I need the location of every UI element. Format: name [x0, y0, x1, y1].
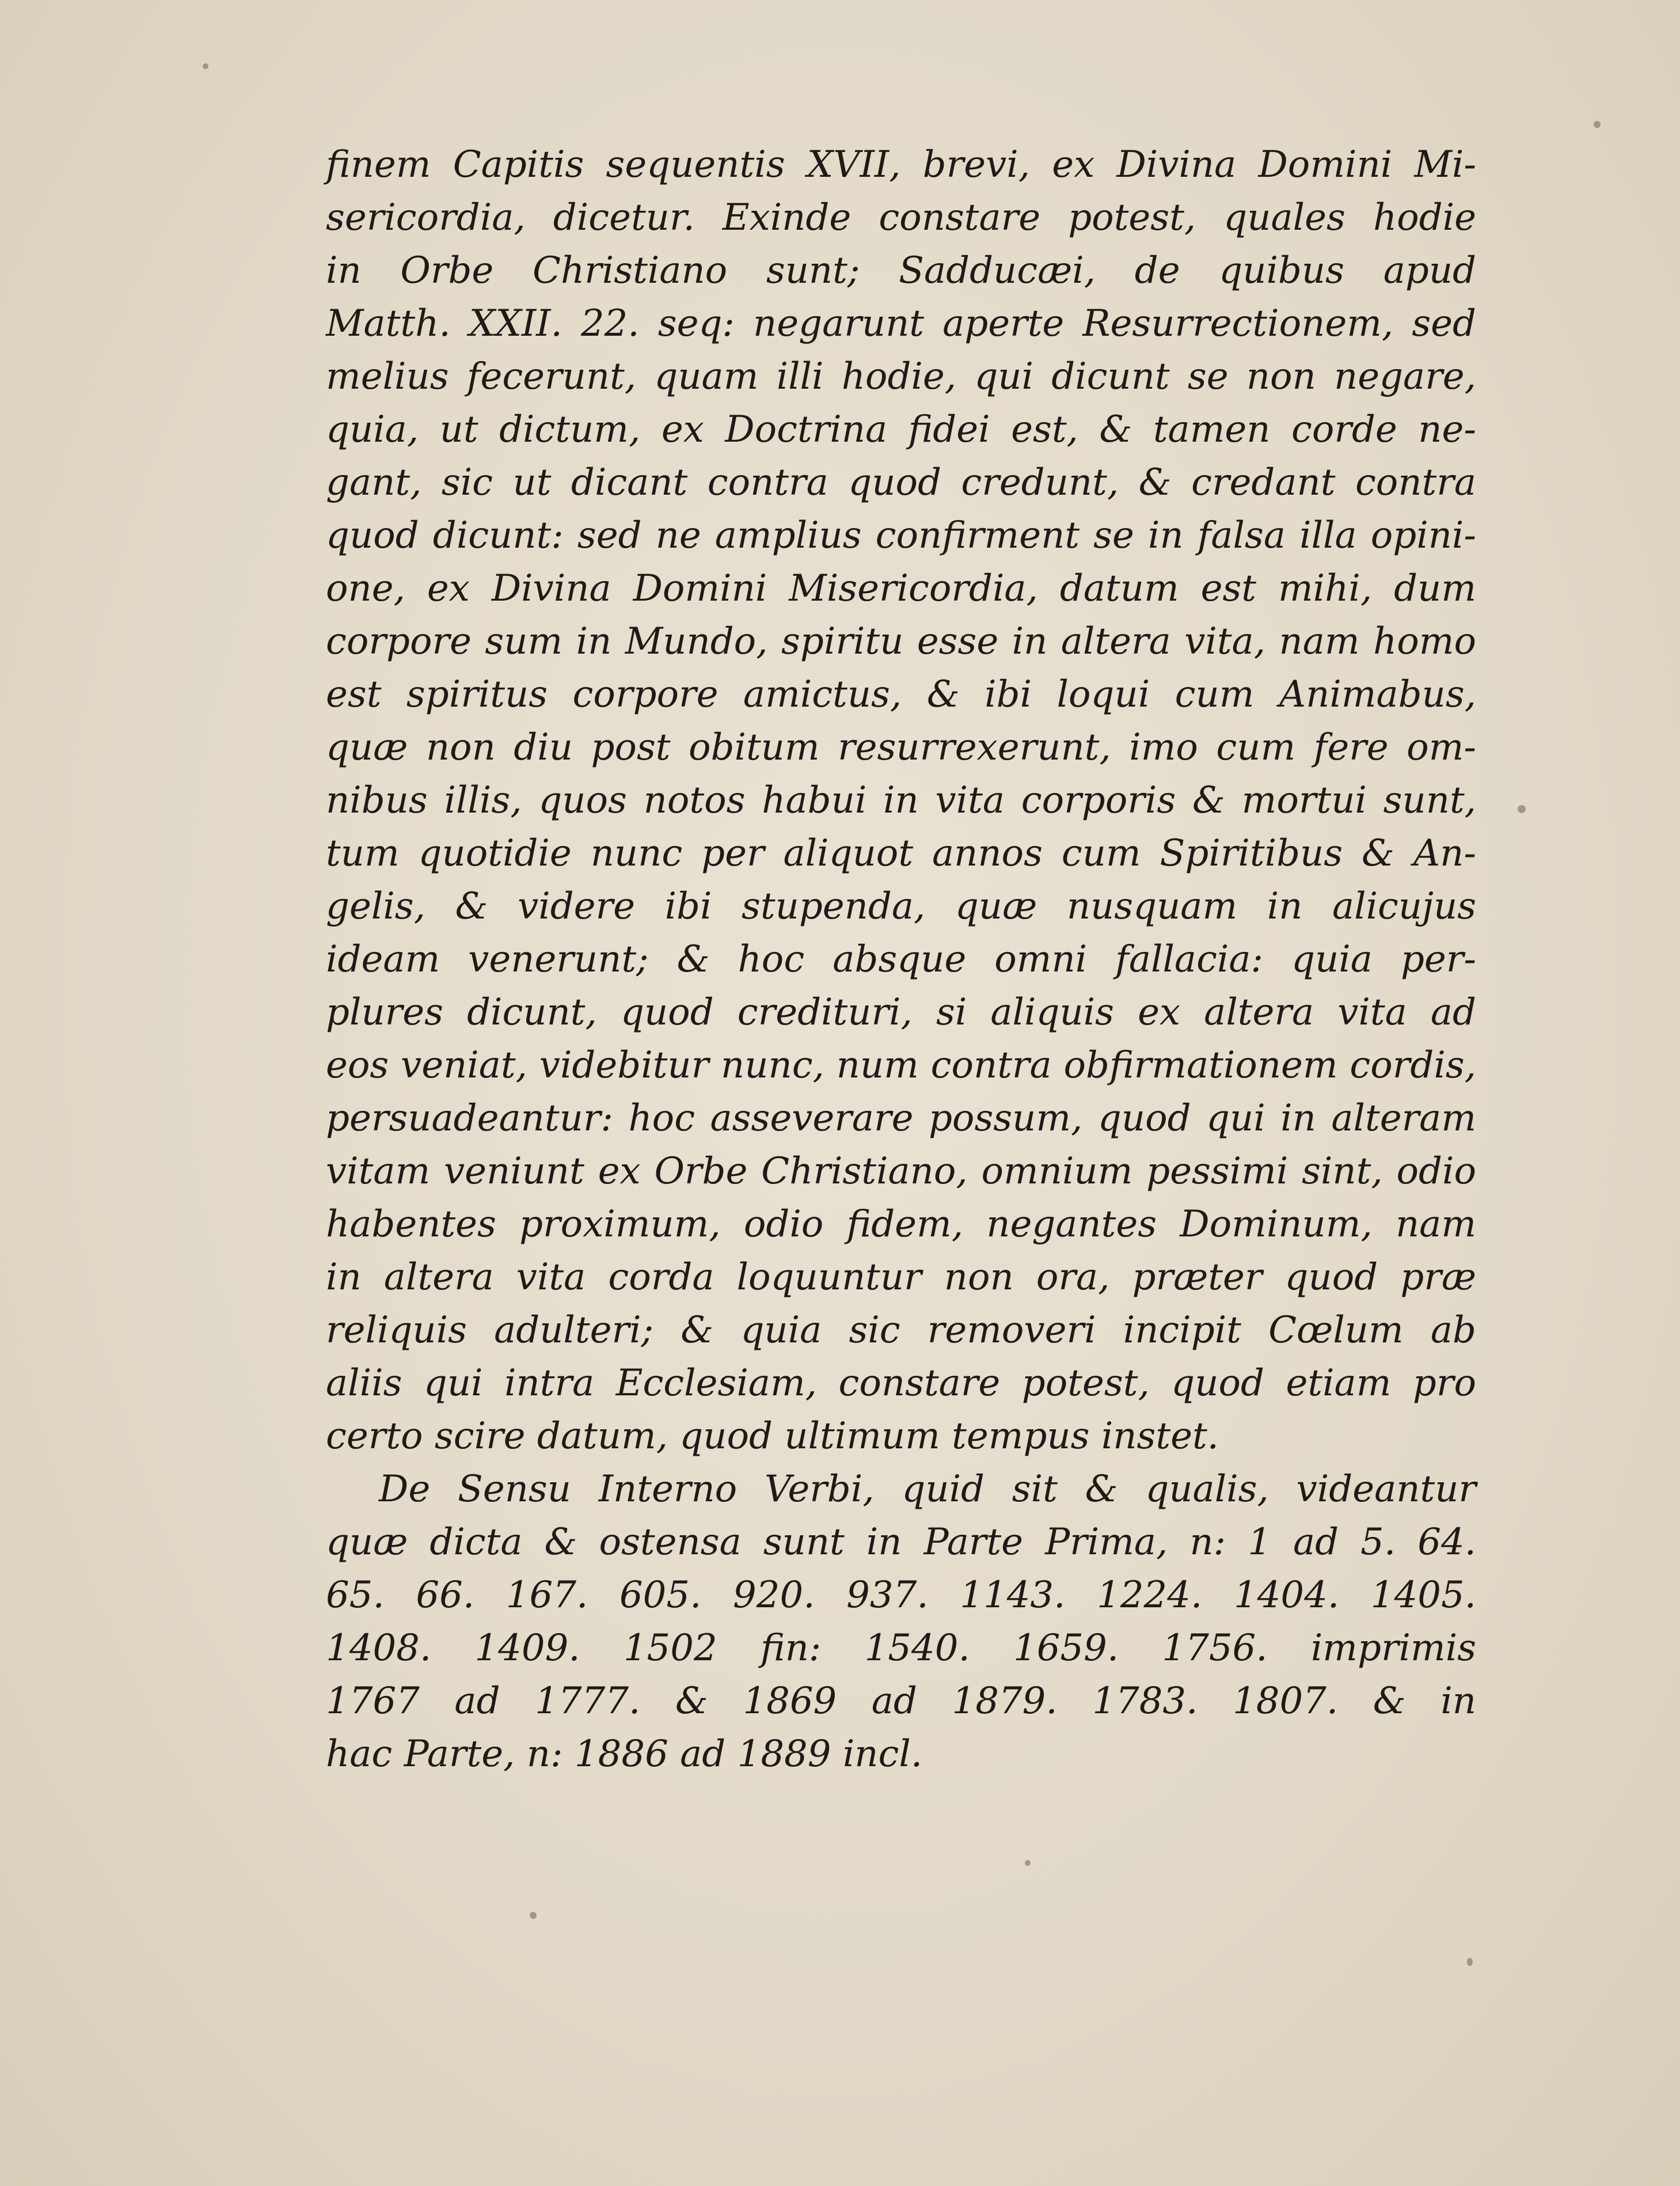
paragraph-main: [326, 138, 1476, 1463]
text-line: aliis qui intra Ecclesiam, constare potest, quod etiam pro: [326, 1362, 1476, 1405]
paper-speck: [530, 1912, 537, 1919]
text-line: plures dicunt, quod credituri, si aliquis ex altera vita ad: [326, 991, 1476, 1034]
text-line: ideam venerunt; & hoc absque omni fallacia: quia per-: [326, 938, 1476, 981]
paper-speck: [203, 63, 208, 69]
paper-speck: [1518, 805, 1526, 813]
text-line: vitam veniunt ex Orbe Christiano, omnium pessimi sint, odio: [326, 1150, 1476, 1193]
text-line: in altera vita corda loquuntur non ora, præter quod præ: [326, 1256, 1476, 1299]
text-line: est spiritus corpore amictus, & ibi loqui cum Animabus,: [326, 673, 1476, 716]
text-line: quod dicunt: sed ne amplius confirment se in falsa illa opini-: [326, 514, 1476, 557]
text-line: finem Capitis sequentis XVII, brevi, ex Divina Domini Mi-: [326, 143, 1476, 186]
text-line: nibus illis, quos notos habui in vita corporis & mortui sunt,: [326, 779, 1476, 822]
text-line: quia, ut dictum, ex Doctrina fidei est, & tamen corde ne-: [326, 408, 1476, 451]
text-line: quæ dicta & ostensa sunt in Parte Prima, n: 1 ad 5. 64.: [326, 1521, 1476, 1563]
text-line: in Orbe Christiano sunt; Sadducæi, de quibus apud: [326, 249, 1476, 292]
paragraph-references: [326, 1463, 1476, 1781]
text-line: reliquis adulteri; & quia sic removeri incipit Cœlum ab: [326, 1309, 1476, 1352]
text-line: quæ non diu post obitum resurrexerunt, imo cum fere om-: [326, 726, 1476, 769]
text-line: De Sensu Interno Verbi, quid sit & qualis, videantur: [379, 1468, 1476, 1511]
text-line: 65. 66. 167. 605. 920. 937. 1143. 1224. 1404. 1405.: [326, 1574, 1476, 1616]
page-text-block: [326, 138, 1476, 1781]
text-line: Matth. XXII. 22. seq: negarunt aperte Resurrectionem, sed: [326, 302, 1476, 345]
text-line: eos veniat, videbitur nunc, num contra obfirmationem cordis,: [326, 1044, 1476, 1087]
paper-speck: [1594, 121, 1601, 128]
text-line: sericordia, dicetur. Exinde constare potest, quales hodie: [326, 196, 1476, 239]
text-line: melius fecerunt, quam illi hodie, qui dicunt se non negare,: [326, 355, 1476, 398]
text-line: persuadeantur: hoc asseverare possum, quod qui in alteram: [326, 1097, 1476, 1140]
text-line: one, ex Divina Domini Misericordia, datum est mihi, dum: [326, 567, 1476, 610]
text-line: habentes proximum, odio fidem, negantes Dominum, nam: [326, 1203, 1476, 1246]
paper-speck: [1025, 1860, 1031, 1866]
text-line: gelis, & videre ibi stupenda, quæ nusquam in alicujus: [326, 885, 1476, 928]
paper-speck: [1467, 1958, 1473, 1966]
text-line: hac Parte, n: 1886 ad 1889 incl.: [326, 1733, 923, 1775]
text-line: 1767 ad 1777. & 1869 ad 1879. 1783. 1807. & in: [326, 1680, 1476, 1722]
text-line: tum quotidie nunc per aliquot annos cum Spiritibus & An-: [326, 832, 1476, 875]
text-line: 1408. 1409. 1502 fin: 1540. 1659. 1756. imprimis: [326, 1627, 1476, 1669]
text-line: gant, sic ut dicant contra quod credunt, & credant contra: [326, 461, 1476, 504]
text-line: corpore sum in Mundo, spiritu esse in altera vita, nam homo: [326, 620, 1476, 663]
text-line: certo scire datum, quod ultimum tempus instet.: [326, 1415, 1219, 1458]
